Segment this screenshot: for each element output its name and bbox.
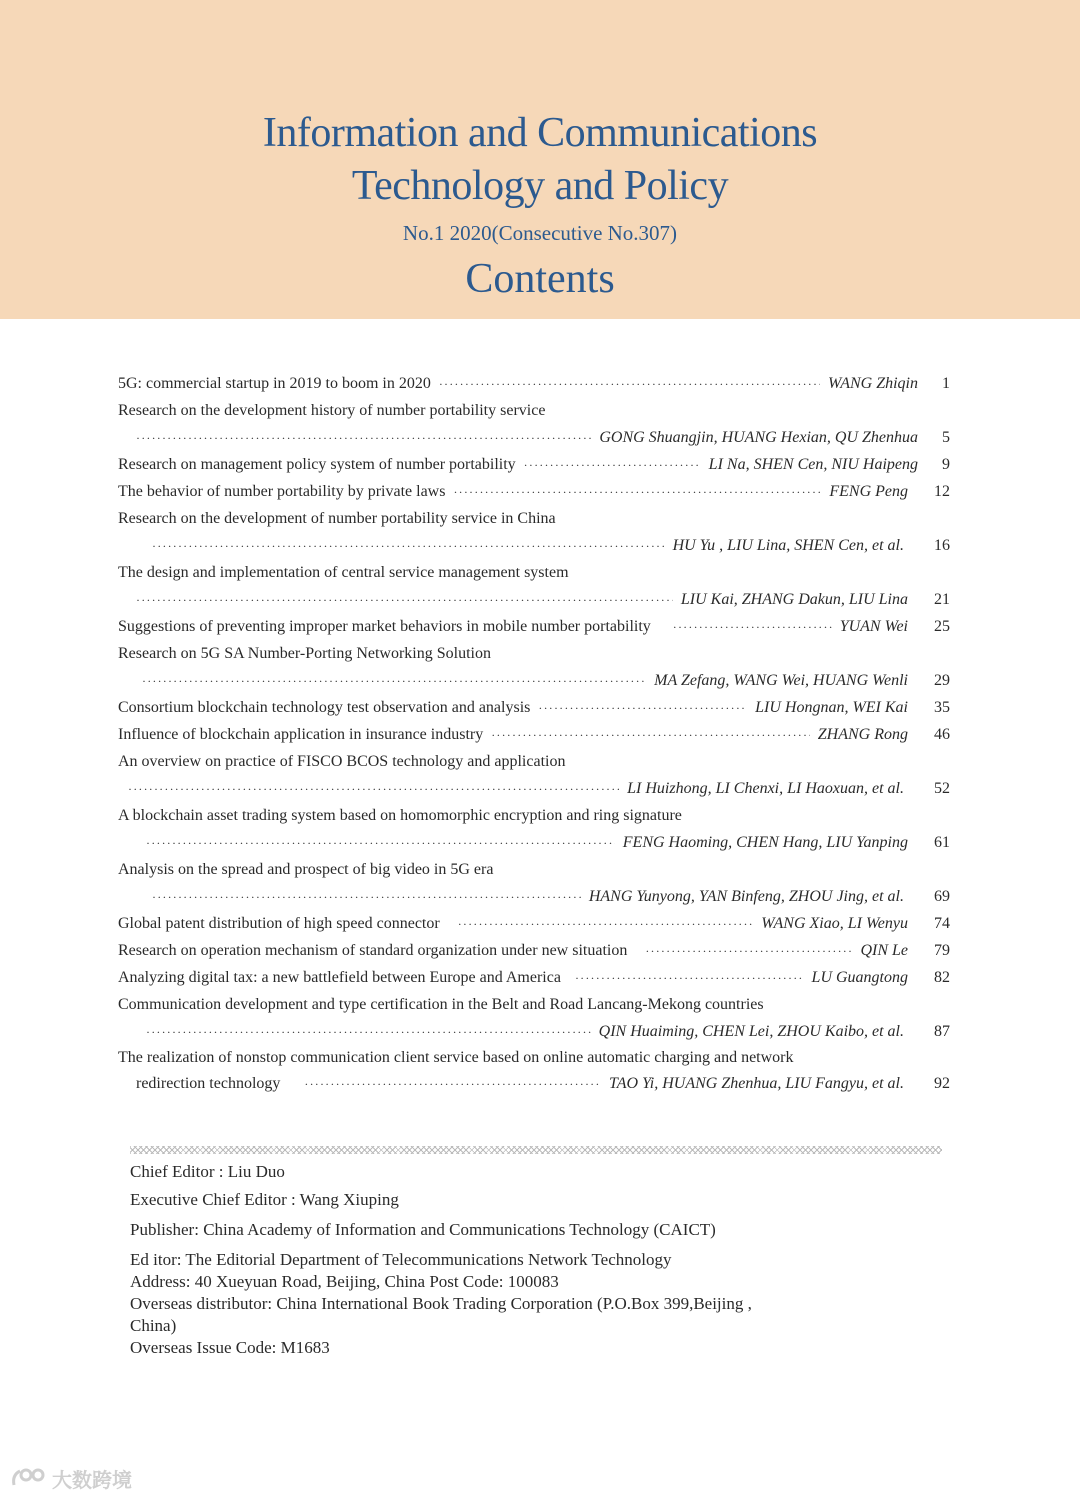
toc-entry-title: Global patent distribution of high speed connector [118, 915, 440, 932]
toc-entry-title: Influence of blockchain application in insurance industry [118, 726, 484, 743]
toc-entry[interactable] [118, 696, 908, 720]
overseas-issue-code: Overseas Issue Code: M1683 [130, 1338, 330, 1357]
contents-heading: Contents [465, 256, 615, 302]
journal-title-line2: Technology and Policy [351, 163, 729, 209]
toc-entry[interactable] [118, 966, 908, 990]
toc-entry-authors: FENG Peng [829, 483, 908, 500]
leader-dots [136, 588, 673, 612]
toc-entry-title: Communication development and type certification in the Belt and Road Lancang-Mekong countries [118, 996, 764, 1013]
toc-entry[interactable] [118, 453, 918, 477]
toc-entry-continuation [142, 669, 908, 693]
editor: Ed itor: The Editorial Department of Telecommunications Network Technology [130, 1250, 672, 1269]
toc-entry-authors: YUAN Wei [839, 618, 908, 635]
watermark [10, 1463, 132, 1493]
leader-dots [304, 1072, 601, 1096]
toc-entry-page: 9 [942, 456, 950, 473]
toc-entry-authors: LU Guangtong [811, 969, 908, 986]
overseas-distributor: Overseas distributor: China International Book Trading Corporation (P.O.Box 399,Beijing , [130, 1294, 752, 1313]
toc-entry[interactable] [118, 615, 908, 639]
toc-entry-title: The realization of nonstop communication client service based on online automatic charging and network [118, 1049, 794, 1066]
leader-dots [673, 615, 832, 639]
toc-entry-continuation [146, 1020, 904, 1044]
publisher: Publisher: China Academy of Information and Communications Technology (CAICT) [130, 1220, 716, 1239]
watermark-text: 大数跨境 [52, 1467, 132, 1492]
toc-entry-authors: LIU Kai, ZHANG Dakun, LIU Lina [680, 591, 908, 608]
toc-entry[interactable] [118, 939, 908, 963]
toc-entry-page: 16 [934, 537, 950, 554]
toc-entry-page: 92 [934, 1075, 950, 1092]
leader-dots [439, 372, 820, 396]
leader-dots [142, 669, 646, 693]
journal-title-line1: Information and Communications [262, 110, 818, 156]
leader-dots [128, 777, 619, 801]
toc-entry-authors: FENG Haoming, CHEN Hang, LIU Yanping [622, 834, 908, 851]
toc-entry-authors: LI Huizhong, LI Chenxi, LI Haoxuan, et al. [627, 780, 904, 797]
toc-entry-page: 74 [934, 915, 950, 932]
toc-entry-title: 5G: commercial startup in 2019 to boom in 2020 [118, 375, 431, 392]
toc-entry-title: Research on the development history of number portability service [118, 402, 546, 419]
watermark-logo-icon [10, 1465, 48, 1491]
toc-entry-title-cont: redirection technology [136, 1075, 281, 1092]
toc-entry-continuation [136, 426, 918, 450]
toc-entry-title: Analyzing digital tax: a new battlefield between Europe and America [118, 969, 561, 986]
toc-entry[interactable] [118, 993, 764, 1017]
toc-entry-continuation [146, 831, 908, 855]
toc-entry-page: 25 [934, 618, 950, 635]
toc-entry-page: 35 [934, 699, 950, 716]
toc-entry-page: 87 [934, 1023, 950, 1040]
toc-entry-page: 29 [934, 672, 950, 689]
toc-entry-page: 1 [942, 375, 950, 392]
leader-dots [538, 696, 747, 720]
toc-entry-page: 5 [942, 429, 950, 446]
toc-entry-title: Consortium blockchain technology test observation and analysis [118, 699, 531, 716]
toc-entry-authors: HANG Yunyong, YAN Binfeng, ZHOU Jing, et al. [588, 888, 904, 905]
toc-entry-page: 46 [934, 726, 950, 743]
leader-dots [152, 885, 581, 909]
toc-entry-authors: LI Na, SHEN Cen, NIU Haipeng [708, 456, 918, 473]
toc-entry-title: The behavior of number portability by private laws [118, 483, 446, 500]
toc-entry[interactable] [118, 858, 493, 882]
executive-chief-editor: Executive Chief Editor : Wang Xiuping [130, 1190, 399, 1209]
toc-entry[interactable] [118, 480, 908, 504]
toc-entry[interactable] [118, 1046, 794, 1070]
toc-entry-authors: ZHANG Rong [817, 726, 908, 743]
issue-number: No.1 2020(Consecutive No.307) [402, 221, 678, 245]
toc-entry-page: 79 [934, 942, 950, 959]
leader-dots [146, 1020, 591, 1044]
toc-entry[interactable] [118, 642, 491, 666]
toc-entry[interactable] [118, 912, 908, 936]
toc-entry[interactable] [118, 372, 918, 396]
toc-entry[interactable] [118, 507, 556, 531]
toc-entry-title: An overview on practice of FISCO BCOS technology and application [118, 753, 566, 770]
toc-entry-authors: QIN Huaiming, CHEN Lei, ZHOU Kaibo, et al. [598, 1023, 904, 1040]
toc-entry-authors: WANG Xiao, LI Wenyu [761, 915, 908, 932]
toc-entry-authors: MA Zefang, WANG Wei, HUANG Wenli [654, 672, 908, 689]
toc-entry[interactable] [118, 750, 565, 774]
decorative-separator [130, 1146, 942, 1154]
toc-entry[interactable] [118, 561, 569, 585]
toc-entry-title: Research on 5G SA Number-Porting Networking Solution [118, 645, 491, 662]
toc-entry[interactable] [118, 399, 545, 423]
toc-entry-title: Research on the development of number portability service in China [118, 510, 556, 527]
toc-entry-title: A blockchain asset trading system based on homomorphic encryption and ring signature [118, 807, 682, 824]
overseas-distributor-cont: China) [130, 1316, 177, 1335]
toc-entry-continuation [152, 885, 904, 909]
toc-entry-continuation [152, 534, 904, 558]
toc-entry-authors: WANG Zhiqin [828, 375, 918, 392]
address: Address: 40 Xueyuan Road, Beijing, China Post Code: 100083 [130, 1272, 559, 1291]
leader-dots [146, 831, 615, 855]
toc-entry-title: Research on operation mechanism of standard organization under new situation [118, 942, 628, 959]
toc-entry[interactable] [118, 723, 908, 747]
toc-entry-title: Analysis on the spread and prospect of big video in 5G era [118, 861, 494, 878]
toc-entry-title: The design and implementation of central service management system [118, 564, 569, 581]
toc-entry-authors: GONG Shuangjin, HUANG Hexian, QU Zhenhua [599, 429, 918, 446]
toc-entry-continuation [136, 588, 908, 612]
leader-dots [458, 912, 754, 936]
leader-dots [645, 939, 852, 963]
leader-dots [524, 453, 701, 477]
leader-dots [152, 534, 665, 558]
toc-entry-page: 82 [934, 969, 950, 986]
toc-entry-page: 52 [934, 780, 950, 797]
toc-entry-page: 69 [934, 888, 950, 905]
toc-entry[interactable] [118, 804, 682, 828]
toc-entry-page: 12 [934, 483, 950, 500]
toc-entry-title: Suggestions of preventing improper market behaviors in mobile number portability [118, 618, 651, 635]
toc-entry-authors: LIU Hongnan, WEI Kai [755, 699, 908, 716]
leader-dots [491, 723, 810, 747]
toc-entry-title: Research on management policy system of number portability [118, 456, 516, 473]
toc-entry-page: 21 [934, 591, 950, 608]
leader-dots [453, 480, 821, 504]
leader-dots [575, 966, 804, 990]
toc-entry-continuation [128, 777, 904, 801]
leader-dots [136, 426, 591, 450]
chief-editor: Chief Editor : Liu Duo [130, 1162, 285, 1181]
toc-entry-continuation [136, 1072, 904, 1096]
toc-entry-authors: HU Yu , LIU Lina, SHEN Cen, et al. [672, 537, 904, 554]
toc-entry-authors: TAO Yi, HUANG Zhenhua, LIU Fangyu, et al. [609, 1075, 904, 1092]
toc-entry-authors: QIN Le [860, 942, 908, 959]
toc-entry-page: 61 [934, 834, 950, 851]
